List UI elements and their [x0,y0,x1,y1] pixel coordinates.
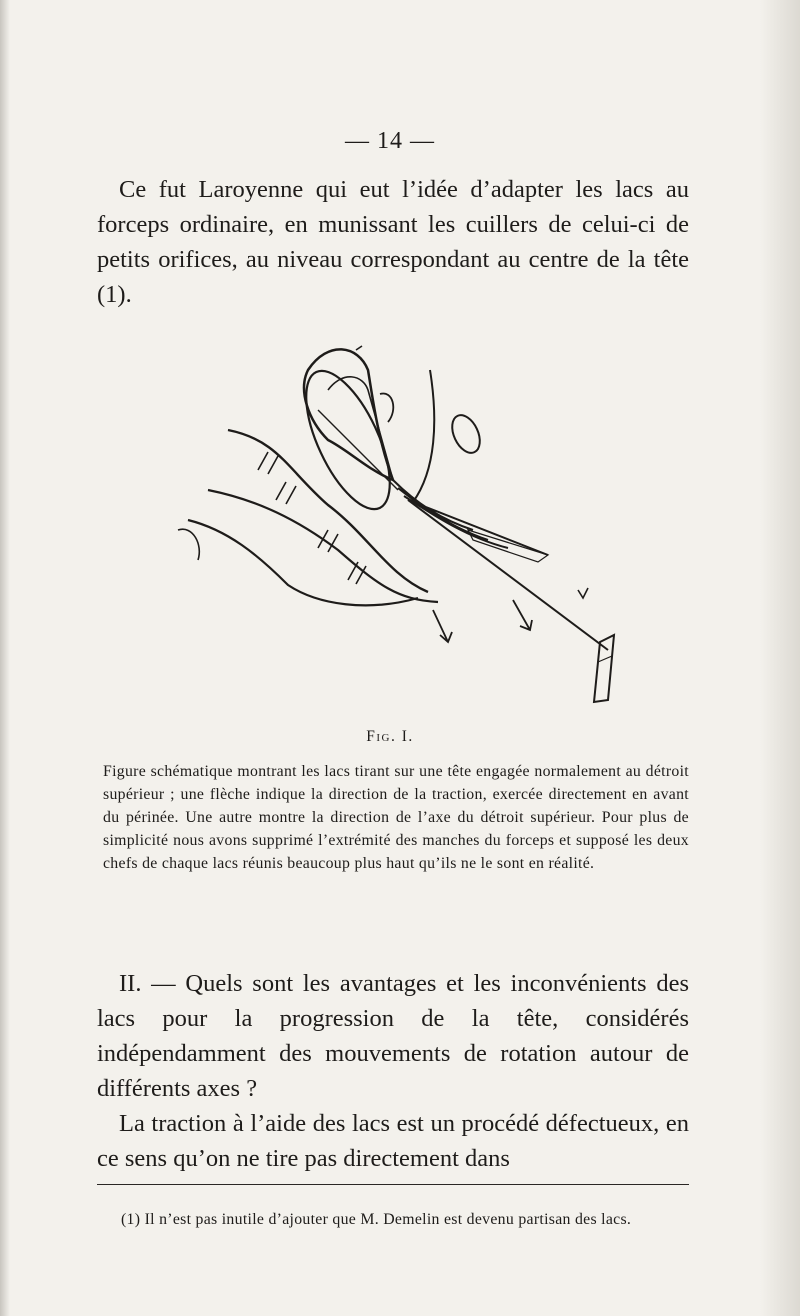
figure-caption: Figure schématique montrant les lacs tirant sur une tête engagée normalement au détroit supérieur ; une flèche indique la direction de la traction, exercée directement en avant du périnée. Une autre montre la direction de l’axe du détroit supérieur. Pour plus de simplicité nous avons supprimé l’extrémité des manches du forceps et supposé les deux chefs de chaque lacs réunis beaucoup plus haut qu’ils ne le sont en réalité. [103,763,689,872]
page-number: — 14 — [345,128,435,154]
forceps-handle [594,635,614,702]
footnote: (1) Il n’est pas inutile d’ajouter que M. Demelin est devenu partisan des lacs. [121,1211,632,1228]
arrow-traction-direction [513,600,532,630]
paragraph-laroyenne: Ce fut Laroyenne qui eut l’idée d’adapter les lacs au forceps ordinaire, en munissant les cuillers de celui-ci de petits orifices, au niveau correspondant au centre de la tête (1). [97,176,689,308]
canal-wall-upper [228,430,428,592]
pubic-symphysis [380,393,393,422]
paragraph-section-ii: II. — Quels sont les avantages et les inconvénients des lacs pour la progression de la tête, considérés indépendamment des mouvements de rotation autour de différents axes ? [97,970,689,1102]
footnote-rule [97,1184,689,1185]
lacs-bundle [393,480,548,555]
anterior-wall [413,370,434,502]
pubis-oval [447,411,486,457]
figure-illustration [168,330,638,720]
fetal-head [304,349,393,480]
page-shadow-left [0,0,10,1316]
canal-wall-lower [188,520,418,605]
figure-label: Fig. I. [366,728,414,745]
arrow-perineum [433,610,452,642]
traction-line [408,500,608,650]
paragraph-traction: La traction à l’aide des lacs est un procédé défectueux, en ce sens qu’on ne tire pas directement dans [97,1110,689,1172]
hatch-marks [258,452,366,584]
page-shadow-right [760,0,800,1316]
